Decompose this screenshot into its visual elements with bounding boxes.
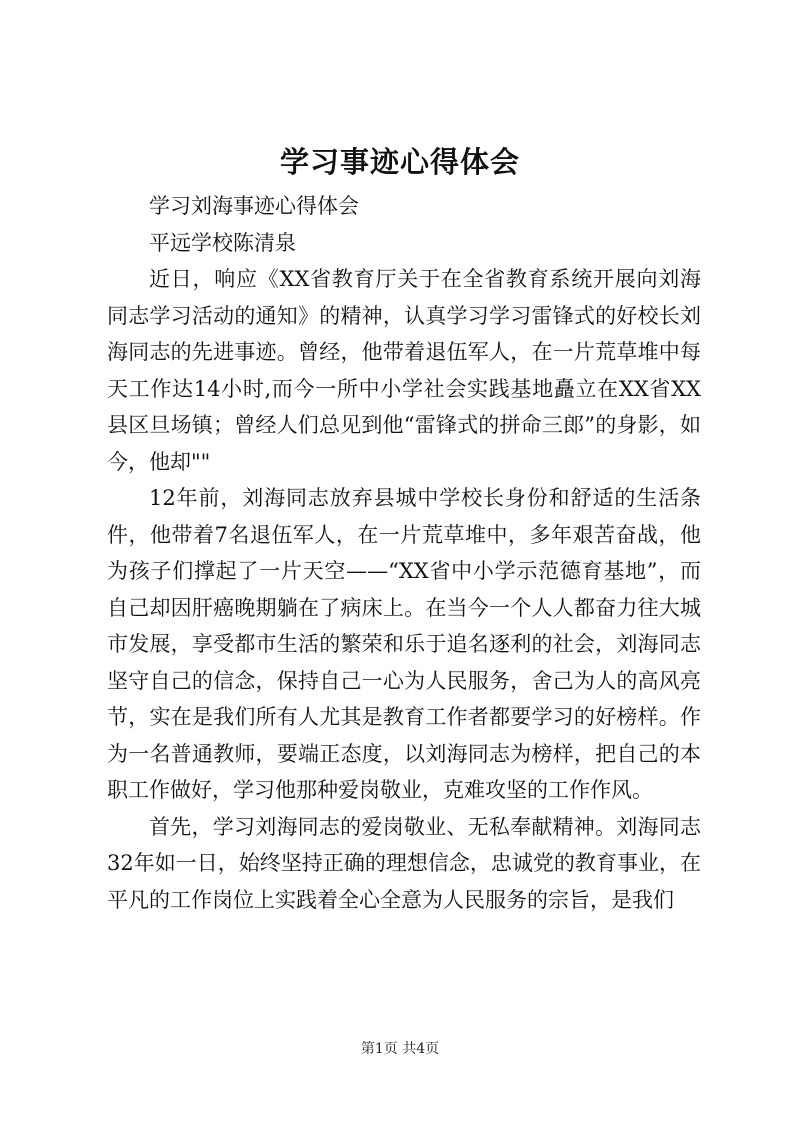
document-title: 学习事迹心得体会 xyxy=(279,145,520,179)
paragraph-2: 12年前，刘海同志放弃县城中学校长身份和舒适的生活条件，他带着7名退伍军人，在一片荒草堆中，多年艰苦奋战，他为孩子们撑起了一片天空——“XX省中小学示范德育基地”，而自己却因肝癌晚期躺在了病床上。在当今一个人人都奋力往大城市发展，享受都市生活的繁荣和乐于追名逐利的社会，刘海同志坚守自己的信念，保持自己一心为人民服务，舍己为人的高风亮节，实在是我们所有人尤其是教育工作者都要学习的好榜样。作为一名普通教师，要端正态度，以刘海同志为榜样，把自己的本职工作做好，学习他那种爱岗敬业，克难攻坚的工作作风。 xyxy=(107,486,701,802)
paragraph-1: 近日，响应《XX省教育厅关于在全省教育系统开展向刘海同志学习活动的通知》的精神，认真学习学习雷锋式的好校长刘海同志的先进事迹。曾经，他带着退伍军人，在一片荒草堆中每天工作达14小时,而今一所中小学社会实践基地矗立在XX省XX县区旦场镇；曾经人们总见到他“雷锋式的拼命三郎”的身影，如今，他却"" xyxy=(107,267,701,474)
paragraph-3: 首先，学习刘海同志的爱岗敬业、无私奉献精神。刘海同志32年如一日，始终坚持正确的理想信念，忠诚党的教育事业，在平凡的工作岗位上实践着全心全意为人民服务的宗旨，是我们 xyxy=(107,814,701,912)
page-number-footer: 第1页 共4页 xyxy=(360,1041,440,1057)
document-body xyxy=(107,188,701,918)
subtitle-line: 学习刘海事迹心得体会 xyxy=(149,194,359,218)
author-line: 平远学校陈清泉 xyxy=(149,230,296,255)
